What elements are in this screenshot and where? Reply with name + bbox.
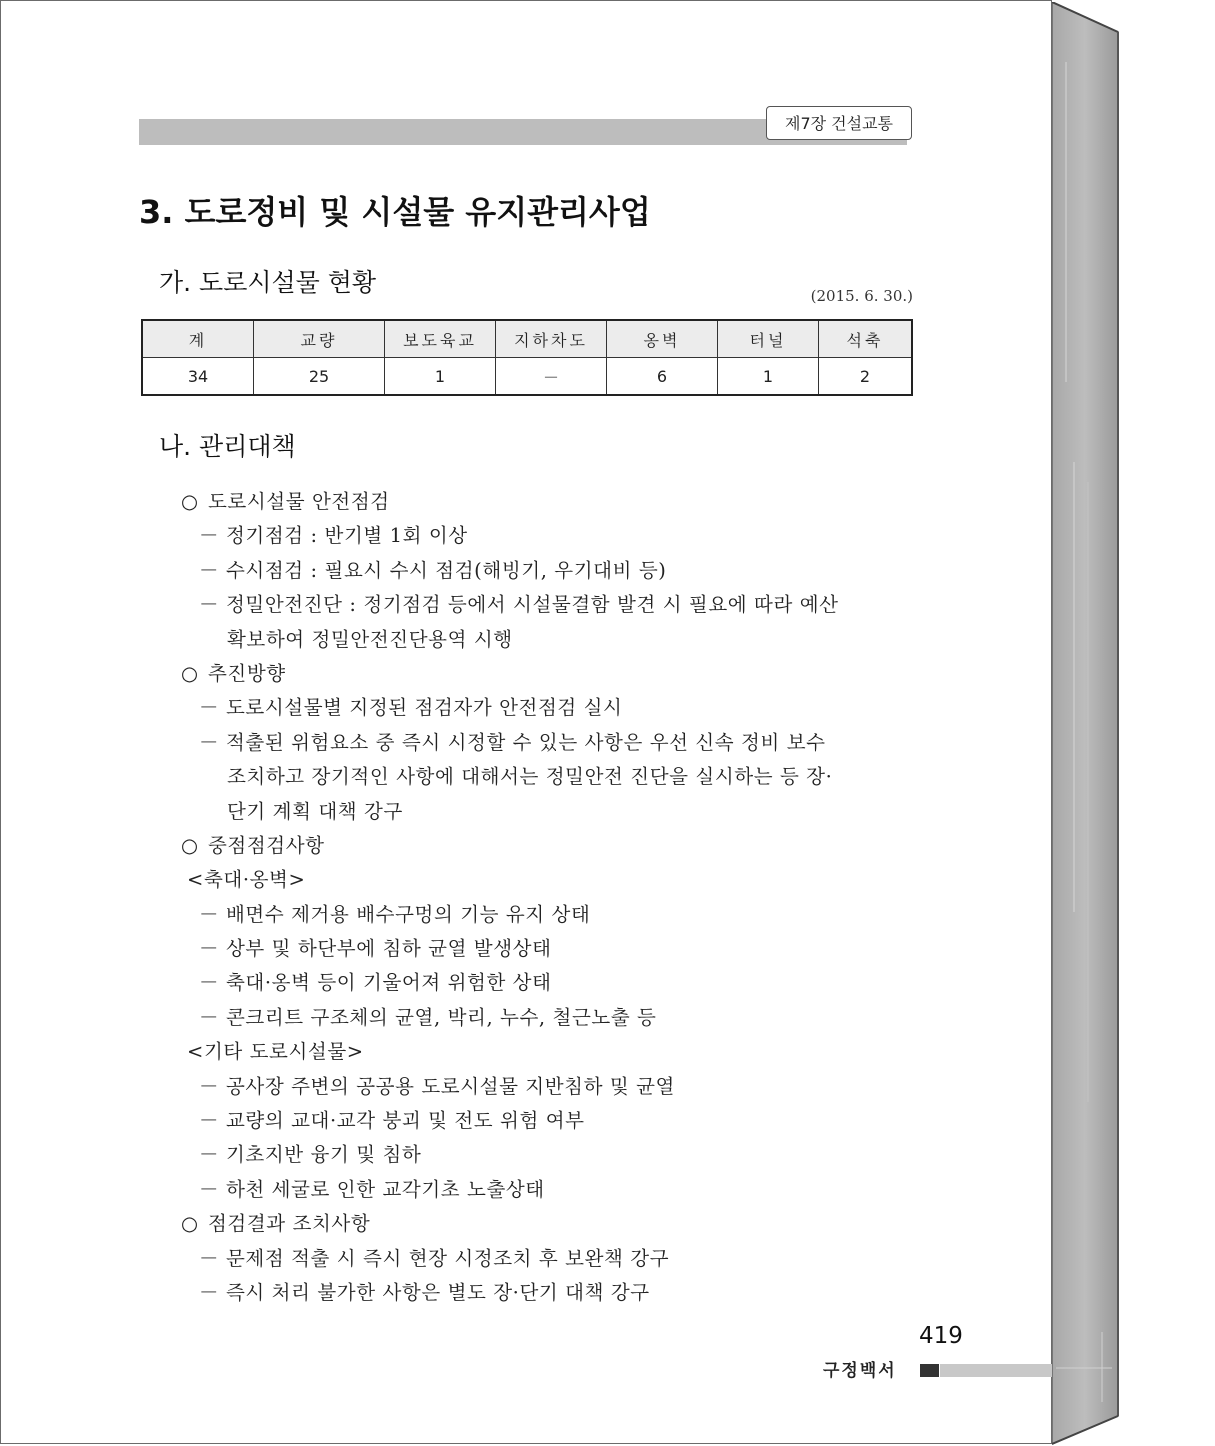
- list-item: ○ 추진방향: [179, 657, 919, 691]
- list-item: － 기초지반 융기 및 침하: [179, 1138, 919, 1172]
- list-item: － 상부 및 하단부에 침하 균열 발생상태: [179, 932, 919, 966]
- table-header-cell: 교량: [254, 320, 385, 358]
- dash-bullet-icon: －: [199, 1109, 220, 1133]
- group-label: <기타 도로시설물>: [187, 1040, 364, 1064]
- dash-bullet-icon: －: [199, 1143, 220, 1167]
- table-header-cell: 계: [142, 320, 254, 358]
- table-header-cell: 옹벽: [607, 320, 718, 358]
- dash-bullet-icon: －: [199, 1246, 220, 1270]
- circle-bullet-icon: ○: [181, 833, 199, 857]
- page-stack-edge: [1052, 2, 1212, 1446]
- list-item-continuation: 단기 계획 대책 강구: [227, 799, 403, 823]
- dash-bullet-icon: －: [199, 558, 220, 582]
- book-title: 구정백서: [823, 1361, 897, 1381]
- table-cell: 6: [607, 358, 718, 396]
- list-item: － 배면수 제거용 배수구멍의 기능 유지 상태: [179, 898, 919, 932]
- list-item: ○ 도로시설물 안전점검: [179, 485, 919, 519]
- dash-bullet-icon: －: [199, 696, 220, 720]
- dash-bullet-icon: －: [199, 730, 220, 754]
- list-item: ○ 중점점검사항: [179, 829, 919, 863]
- table-cell: 34: [142, 358, 254, 396]
- list-item-continuation: 조치하고 장기적인 사항에 대해서는 정밀안전 진단을 실시하는 등 장·: [227, 765, 833, 789]
- dash-bullet-icon: －: [199, 1280, 220, 1304]
- circle-bullet-icon: ○: [181, 1212, 199, 1236]
- page-title: 3. 도로정비 및 시설물 유지관리사업: [139, 193, 651, 231]
- list-item: ○ 점검결과 조치사항: [179, 1207, 919, 1241]
- list-item: － 정기점검 : 반기별 1회 이상: [179, 519, 919, 553]
- measures-list: [179, 485, 919, 1310]
- dash-bullet-icon: －: [199, 593, 220, 617]
- section-heading-measures: 나. 관리대책: [159, 432, 296, 461]
- group-label: <축대·옹벽>: [187, 868, 306, 892]
- table-row: [142, 358, 912, 396]
- circle-bullet-icon: ○: [181, 490, 199, 513]
- list-item: － 적출된 위험요소 중 즉시 시정할 수 있는 사항은 우선 신속 정비 보수: [179, 726, 919, 760]
- list-item: － 정밀안전진단 : 정기점검 등에서 시설물결함 발견 시 필요에 따라 예산: [179, 588, 919, 622]
- dash-bullet-icon: －: [199, 1177, 220, 1201]
- dash-bullet-icon: －: [199, 524, 220, 548]
- footer-bar-dark: [920, 1364, 939, 1377]
- table-header-row: [142, 320, 912, 358]
- list-item: － 즉시 처리 불가한 사항은 별도 장·단기 대책 강구: [179, 1276, 919, 1310]
- facility-status-table: [141, 319, 913, 396]
- dash-bullet-icon: －: [199, 902, 220, 926]
- chapter-tab: 제7장 건설교통: [766, 106, 912, 140]
- list-item: － 수시점검 : 필요시 수시 점검(해빙기, 우기대비 등): [179, 554, 919, 588]
- table-cell: 2: [819, 358, 913, 396]
- dash-bullet-icon: －: [199, 971, 220, 995]
- table-cell: －: [496, 358, 607, 396]
- table-cell: 25: [254, 358, 385, 396]
- as-of-date: (2015. 6. 30.): [810, 287, 913, 305]
- circle-bullet-icon: ○: [181, 661, 199, 685]
- table-header-cell: 석축: [819, 320, 913, 358]
- list-item: － 교량의 교대·교각 붕괴 및 전도 위험 여부: [179, 1104, 919, 1138]
- list-item: － 하천 세굴로 인한 교각기초 노출상태: [179, 1173, 919, 1207]
- table-cell: 1: [718, 358, 819, 396]
- footer-bar-light: [940, 1364, 1052, 1377]
- dash-bullet-icon: －: [199, 937, 220, 961]
- list-item: － 도로시설물별 지정된 점검자가 안전점검 실시: [179, 691, 919, 725]
- section-heading-status: 가. 도로시설물 현황: [159, 268, 377, 297]
- table-cell: 1: [385, 358, 496, 396]
- list-item: － 공사장 주변의 공공용 도로시설물 지반침하 및 균열: [179, 1070, 919, 1104]
- list-item: － 콘크리트 구조체의 균열, 박리, 누수, 철근노출 등: [179, 1001, 919, 1035]
- list-item: － 축대·옹벽 등이 기울어져 위험한 상태: [179, 966, 919, 1000]
- table-header-cell: 지하차도: [496, 320, 607, 358]
- page-number: 419: [919, 1323, 963, 1349]
- dash-bullet-icon: －: [199, 1005, 220, 1029]
- list-item: － 문제점 적출 시 즉시 현장 시정조치 후 보완책 강구: [179, 1242, 919, 1276]
- list-item-continuation: 확보하여 정밀안전진단용역 시행: [227, 627, 513, 651]
- table-header-cell: 터널: [718, 320, 819, 358]
- dash-bullet-icon: －: [199, 1074, 220, 1098]
- table-header-cell: 보도육교: [385, 320, 496, 358]
